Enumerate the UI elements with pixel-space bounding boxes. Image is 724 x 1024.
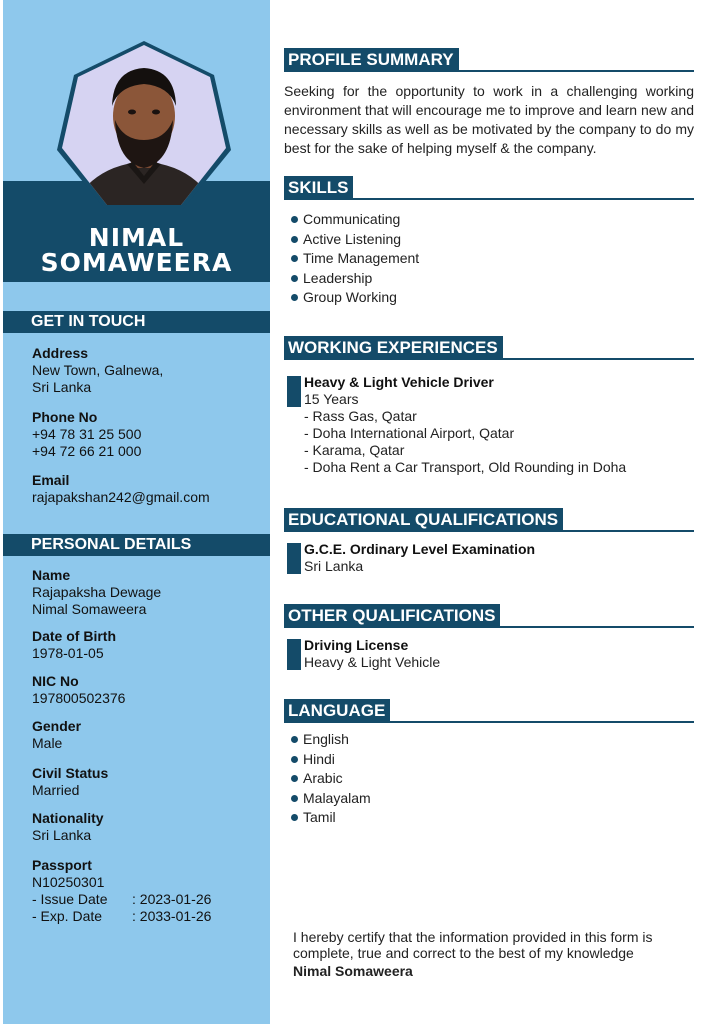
civil-status-value: Married	[32, 782, 80, 798]
list-item: Hindi	[284, 750, 694, 770]
bullet-dot-icon	[291, 814, 298, 821]
profile-summary-text: Seeking for the opportunity to work in a challenging working environment that will encourage me to improve and learn new and necessary skills as well as be motivated by the company to do my best for the sake of helping myself & the company.	[284, 83, 694, 156]
job-title: Heavy & Light Vehicle Driver	[304, 374, 494, 390]
entry-marker	[287, 543, 301, 574]
personal-details-heading: PERSONAL DETAILS	[3, 534, 270, 556]
last-name: SOMAWEERA	[40, 248, 233, 277]
passport-block	[32, 857, 268, 925]
dob-label: Date of Birth	[32, 628, 116, 644]
issue-date-row	[32, 891, 268, 908]
language-section	[284, 699, 694, 828]
name-block	[32, 567, 268, 618]
language-heading: LANGUAGE	[284, 699, 694, 723]
nic-value: 197800502376	[32, 690, 126, 706]
email-label: Email	[32, 472, 70, 488]
nic-block	[32, 673, 268, 707]
job-duration: 15 Years	[304, 391, 359, 407]
list-item: English	[284, 730, 694, 750]
education-heading: EDUCATIONAL QUALIFICATIONS	[284, 508, 694, 532]
education-sub: Sri Lanka	[304, 558, 364, 574]
passport-value: N10250301	[32, 874, 105, 890]
exp-date-value: : 2033-01-26	[132, 908, 212, 924]
certification-name: Nimal Somaweera	[293, 963, 413, 979]
get-in-touch-heading: GET IN TOUCH	[3, 311, 270, 333]
issue-date-value: : 2023-01-26	[132, 891, 212, 907]
bullet-dot-icon	[291, 294, 298, 301]
email-value: rajapakshan242@gmail.com	[32, 489, 210, 505]
list-item: Time Management	[284, 249, 694, 269]
passport-label: Passport	[32, 857, 92, 873]
job-place: - Karama, Qatar	[304, 442, 405, 458]
full-name-line2: Nimal Somaweera	[32, 601, 147, 617]
dob-value: 1978-01-05	[32, 645, 104, 661]
skills-list	[284, 210, 694, 308]
phone-block	[32, 409, 268, 460]
bullet-dot-icon	[291, 736, 298, 743]
language-list	[284, 730, 694, 828]
profile-summary-section	[284, 48, 694, 158]
issue-date-label: - Issue Date	[32, 891, 108, 907]
gender-label: Gender	[32, 718, 82, 734]
bullet-dot-icon	[291, 795, 298, 802]
nationality-block	[32, 810, 268, 844]
education-section	[284, 508, 694, 575]
experience-heading: WORKING EXPERIENCES	[284, 336, 694, 360]
civil-status-block	[32, 765, 268, 799]
address-label: Address	[32, 345, 89, 361]
certification-block	[293, 929, 693, 979]
gender-block	[32, 718, 268, 752]
email-block	[32, 472, 268, 506]
list-item: Arabic	[284, 769, 694, 789]
list-item: Communicating	[284, 210, 694, 230]
exp-date-row	[32, 908, 268, 925]
experience-entry	[284, 374, 694, 476]
nationality-label: Nationality	[32, 810, 104, 826]
list-item: Tamil	[284, 808, 694, 828]
bullet-dot-icon	[291, 775, 298, 782]
nationality-value: Sri Lanka	[32, 827, 92, 843]
list-item: Malayalam	[284, 789, 694, 809]
phone-1: +94 78 31 25 500	[32, 426, 142, 442]
bullet-dot-icon	[291, 275, 298, 282]
profile-photo	[55, 40, 233, 218]
job-place: - Doha International Airport, Qatar	[304, 425, 515, 441]
full-name-line1: Rajapaksha Dewage	[32, 584, 162, 600]
job-place: - Doha Rent a Car Transport, Old Rounding in Doha	[304, 459, 627, 475]
list-item: Group Working	[284, 288, 694, 308]
entry-marker	[287, 376, 301, 407]
profile-summary-heading: PROFILE SUMMARY	[284, 48, 694, 72]
phone-2: +94 72 66 21 000	[32, 443, 142, 459]
entry-marker	[287, 639, 301, 670]
education-entry	[284, 541, 694, 575]
exp-date-label: - Exp. Date	[32, 908, 103, 924]
qualification-title: Driving License	[304, 637, 409, 653]
address-line1: New Town, Galnewa,	[32, 362, 164, 378]
bullet-dot-icon	[291, 216, 298, 223]
bullet-dot-icon	[291, 236, 298, 243]
address-line2: Sri Lanka	[32, 379, 92, 395]
nic-label: NIC No	[32, 673, 79, 689]
certification-text: I hereby certify that the information provided in this form is complete, true and correct to the best of my knowledge	[293, 929, 653, 961]
list-item: Active Listening	[284, 230, 694, 250]
skills-heading: SKILLS	[284, 176, 694, 200]
address-block	[32, 345, 268, 396]
name-label: Name	[32, 567, 71, 583]
civil-status-label: Civil Status	[32, 765, 109, 781]
experience-section	[284, 336, 694, 476]
first-name: NIMAL	[88, 223, 185, 252]
other-qualifications-section	[284, 604, 694, 671]
bullet-dot-icon	[291, 756, 298, 763]
education-title: G.C.E. Ordinary Level Examination	[304, 541, 536, 557]
job-place: - Rass Gas, Qatar	[304, 408, 417, 424]
dob-block	[32, 628, 268, 662]
other-qualifications-heading: OTHER QUALIFICATIONS	[284, 604, 694, 628]
list-item: Leadership	[284, 269, 694, 289]
other-qualification-entry	[284, 637, 694, 671]
skills-section	[284, 176, 694, 308]
bullet-dot-icon	[291, 255, 298, 262]
phone-label: Phone No	[32, 409, 98, 425]
qualification-sub: Heavy & Light Vehicle	[304, 654, 441, 670]
gender-value: Male	[32, 735, 63, 751]
left-sidebar	[3, 0, 270, 1024]
